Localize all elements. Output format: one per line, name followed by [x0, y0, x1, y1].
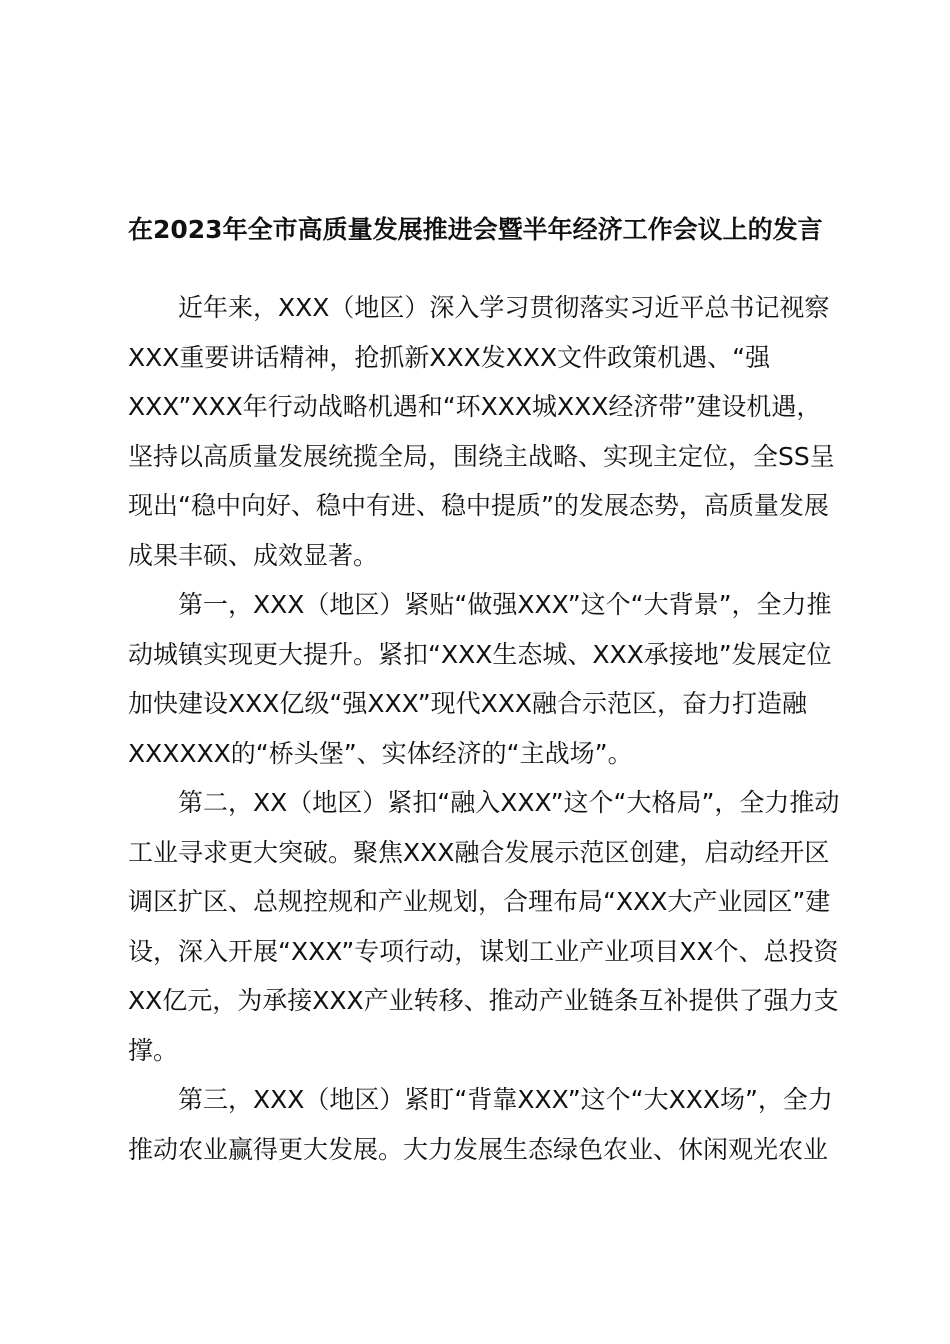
- paragraph-second: [128, 778, 853, 1075]
- paragraph-line: XXX重要讲话精神，抢抓新XXX发XXX文件政策机遇、“强: [128, 342, 771, 372]
- paragraph-third: [128, 1075, 853, 1174]
- paragraph-line: 坚持以高质量发展统揽全局，围绕主战略、实现主定位，全SS呈: [128, 441, 835, 471]
- paragraph-line: 成果丰硕、成效显著。: [128, 540, 379, 570]
- paragraph-line: 加快建设XXX亿级“强XXX”现代XXX融合示范区，奋力打造融: [128, 689, 808, 718]
- paragraph-line: 现出“稳中向好、稳中有进、稳中提质”的发展态势，高质量发展: [128, 491, 829, 520]
- paragraph-line: 近年来，XXX（地区）深入学习贯彻落实习近平总书记视察: [178, 293, 830, 322]
- paragraph-line: XX亿元，为承接XXX产业转移、推动产业链条互补提供了强力支: [128, 986, 839, 1015]
- paragraph-line: XXX”XXX年行动战略机遇和“环XXX城XXX经济带”建设机遇，: [128, 392, 822, 421]
- paragraph-line: 推动农业赢得更大发展。大力发展生态绿色农业、休闲观光农业: [128, 1134, 829, 1164]
- paragraph-line: 动城镇实现更大提升。紧扣“XXX生态城、XXX承接地”发展定位: [128, 639, 832, 669]
- document-title: 在2023年全市高质量发展推进会暨半年经济工作会议上的发言: [128, 215, 823, 244]
- paragraph-first: [128, 580, 853, 778]
- paragraph-line: 第三，XXX（地区）紧盯“背靠XXX”这个“大XXX场”，全力: [178, 1085, 833, 1114]
- paragraph-line: 调区扩区、总规控规和产业规划，合理布局“XXX大产业园区”建: [128, 887, 831, 916]
- paragraph-line: 撑。: [128, 1035, 179, 1065]
- paragraph-line: XXXXXX的“桥头堡”、实体经济的“主战场”。: [128, 738, 633, 768]
- paragraph-line: 设，深入开展“XXX”专项行动，谋划工业产业项目XX个、总投资: [128, 936, 839, 966]
- paragraph-line: 第一，XXX（地区）紧贴“做强XXX”这个“大背景”，全力推: [178, 590, 832, 619]
- document-body: [128, 283, 853, 1174]
- paragraph-intro: [128, 283, 853, 580]
- paragraph-line: 工业寻求更大突破。聚焦XXX融合发展示范区创建，启动经开区: [128, 837, 830, 867]
- paragraph-line: 第二，XX（地区）紧扣“融入XXX”这个“大格局”，全力推动: [178, 788, 840, 817]
